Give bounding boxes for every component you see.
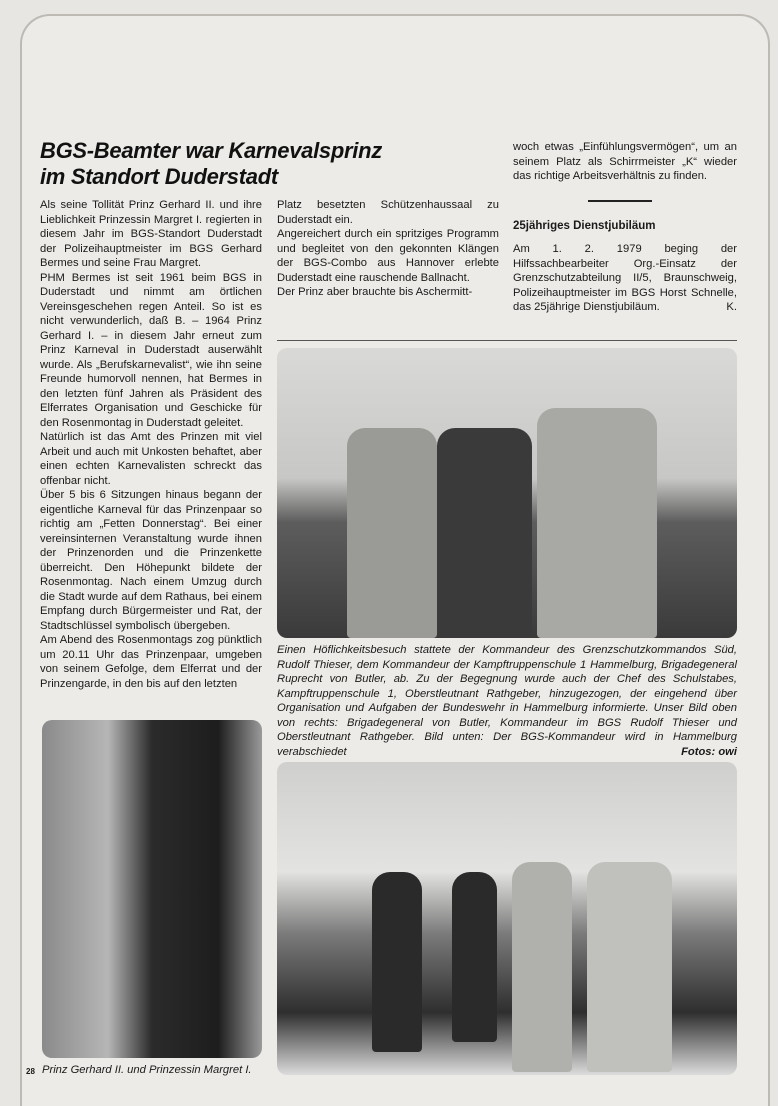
paragraph: Natürlich ist das Amt des Prinzen mit viel Arbeit und auch mit Unkosten behaftet, aber einen echten Karnevalisten schreckt das offenbar nicht. <box>40 431 262 487</box>
paragraph: PHM Bermes ist seit 1961 beim BGS in Duderstadt und nimmt am örtlichen Vereinsgeschehen regen Anteil. So ist es nicht verwunderlich, daß B. – 1964 Prinz Gerhard I. – in diesem Jahr erneut zum Prinz Karneval in Duderstadt auserwählt wurde. Als „Berufskarnevalist“, wie ihn seine Freunde humorvoll nennen, hat Bermes in den letzten fünf Jahren als Präsident des Elferrates Organisation und Geschicke für den Rosenmontag in Duderstadt geleitet. <box>40 271 262 429</box>
photo-caption <box>277 643 737 759</box>
photo-helicopter-farewell <box>277 762 737 1075</box>
figure-person <box>587 862 672 1072</box>
figure-officer <box>537 408 657 638</box>
article-column-2 <box>277 198 499 300</box>
photo-prince-couple <box>42 720 262 1058</box>
divider <box>588 200 652 202</box>
paragraph: Am Abend des Rosenmontags zog pünktlich um 20.11 Uhr das Prinzenpaar, umgeben von seinem Gefolge, dem Elferrat und der Prinzengarde, in den bis auf den letzten <box>40 634 262 690</box>
jubilee-body: Am 1. 2. 1979 beging der Hilfssachbearbeiter Org.-Einsatz der Grenzschutzabteilung II/5, Braunschweig, Polizeihauptmeister im BGS Horst Schnelle, das 25jährige Dienstjubiläum. <box>513 243 737 313</box>
article-column-1 <box>40 198 262 691</box>
jubilee-signature: K. <box>726 301 737 313</box>
figure-person <box>372 872 422 1052</box>
page-number: 28 <box>26 1067 35 1076</box>
paragraph: woch etwas „Einfühlungsvermögen“, um an seinem Platz als Schirrmeister „K“ wieder das richtige Arbeitsverhältnis zu finden. <box>513 141 737 182</box>
title-line-1: BGS-Beamter war Karnevalsprinz <box>40 138 382 163</box>
figure-person <box>512 862 572 1072</box>
photo-credit: Fotos: owi <box>681 745 737 758</box>
figure-officer <box>437 428 532 638</box>
paragraph: Der Prinz aber brauchte bis Aschermitt- <box>277 286 473 298</box>
photo-officers-meeting <box>277 348 737 638</box>
prince-caption: Prinz Gerhard II. und Prinzessin Margret I. <box>42 1064 252 1076</box>
figure-person <box>452 872 497 1042</box>
article-title <box>40 138 460 190</box>
caption-text: Einen Höflichkeitsbesuch stattete der Kommandeur des Grenzschutzkommandos Süd, Rudolf Thieser, dem Kommandeur der Kampftruppenschule 1 Hammelburg, Brigadegeneral Ruprecht von Butler, ab. Zu der Begegnung wurde auch der Chef des Schulstabes, Kampftruppenschule 1, Oberstleutnant Rathgeber, hinzugezogen, der eingehend über Organisation und Aufgaben der Bundeswehr in Hammelburg informierte. Unser Bild oben von rechts: Brigadegeneral von Butler, Kommandeur im BGS Rudolf Thieser und Oberstleutnant Rathgeber. Bild unten: Der BGS-Kommandeur wird in Hammelburg verabschiedet <box>277 644 737 758</box>
jubilee-heading: 25jähriges Dienstjubiläum <box>513 220 656 232</box>
article-column-3 <box>513 140 737 184</box>
title-line-2: im Standort Duderstadt <box>40 164 278 189</box>
paragraph: Über 5 bis 6 Sitzungen hinaus begann der eigentliche Karneval für das Prinzenpaar so richtig am „Fetten Donnerstag“. Bei einer vereinsinternen Veranstaltung wurde ihnen der Prinzenorden und die Prinzenkette überreicht. Den Höhepunkt bildete der Rosenmontag. Nach einem Umzug durch die Stadt wurde auf dem Rathaus, bei einem Empfang durch Bürgermeister und Rat, der Stadtschlüssel symbolisch übergeben. <box>40 489 262 632</box>
jubilee-text <box>513 242 737 315</box>
paragraph: Angereichert durch ein spritziges Programm und begleitet von den gekonnten Klängen der BGS-Combo aus Hannover erlebte Duderstadt eine rauschende Ballnacht. <box>277 228 499 284</box>
divider <box>277 340 737 341</box>
figure-officer <box>347 428 437 638</box>
paragraph: Platz besetzten Schützenhaussaal zu Duderstadt ein. <box>277 199 499 226</box>
paragraph: Als seine Tollität Prinz Gerhard II. und ihre Lieblichkeit Prinzessin Margret I. regierten in diesem Jahr im BGS-Standort Duderstadt der Polizeihauptmeister im BGS Gerhard Bermes und seine Frau Margret. <box>40 199 262 269</box>
